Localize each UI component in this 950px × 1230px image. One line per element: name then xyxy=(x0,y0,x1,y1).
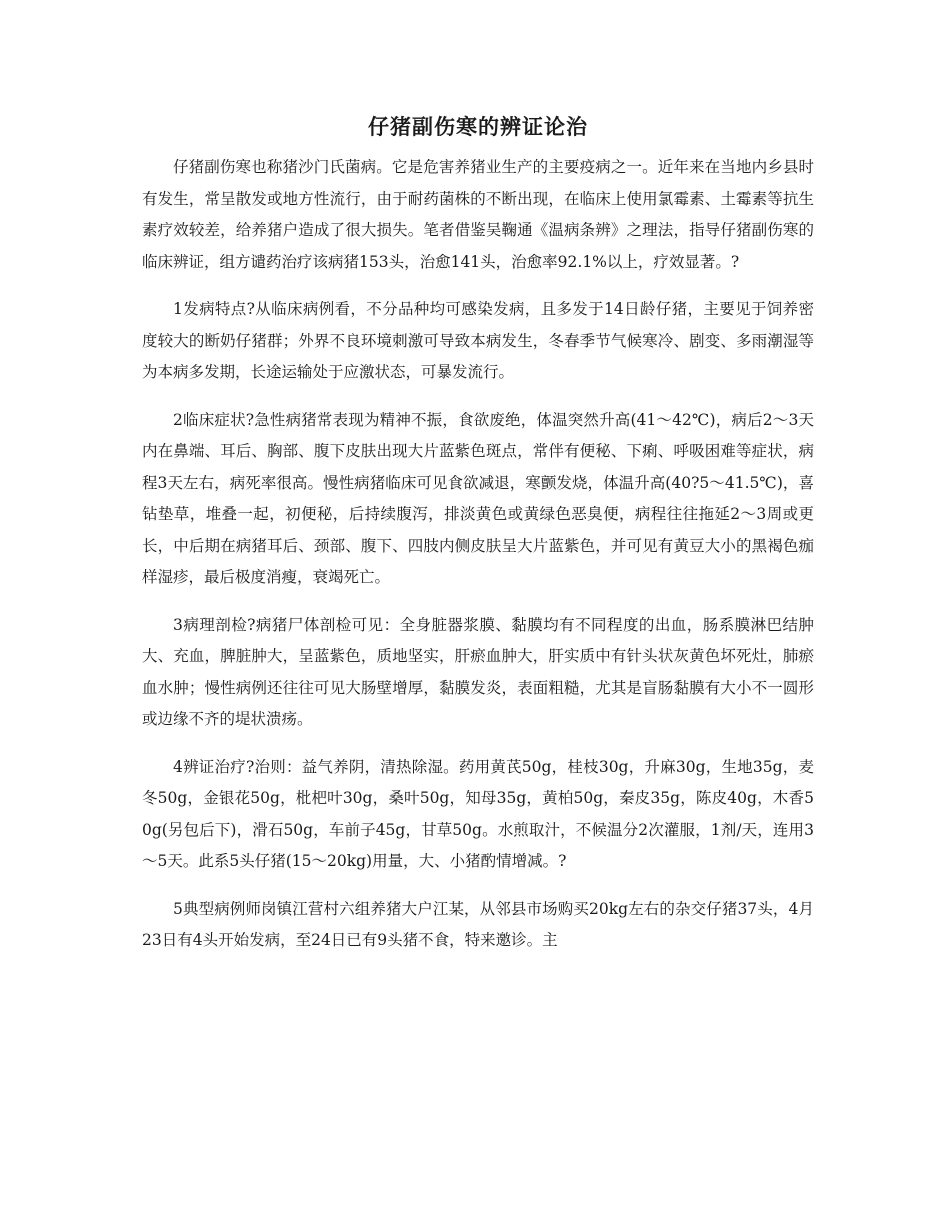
paragraph-clinical-symptoms: 2临床症状?急性病猪常表现为精神不振，食欲废绝，体温突然升高(41～42℃)，病后2～3天内在鼻端、耳后、胸部、腹下皮肤出现大片蓝紫色斑点，常伴有便秘、下痢、呼吸困难等症状，病程3天左右，病死率很高。慢性病猪临床可见食欲减退，寒颤发烧，体温升高(40?5～41.5℃)，喜钻垫草，堆叠一起，初便秘，后持续腹泻，排淡黄色或黄绿色恶臭便，病程往往拖延2～3周或更长，中后期在病猪耳后、颈部、腹下、四肢内侧皮肤呈大片蓝紫色，并可见有黄豆大小的黑褐色痂样湿疹，最后极度消瘦，衰竭死亡。 xyxy=(142,410,814,586)
paragraph-intro: 仔猪副伤寒也称猪沙门氏菌病。它是危害养猪业生产的主要疫病之一。近年来在当地内乡县时有发生，常呈散发或地方性流行，由于耐药菌株的不断出现，在临床上使用氯霉素、土霉素等抗生素疗效较差，给养猪户造成了很大损失。笔者借鉴吴鞠通《温病条辨》之理法，指导仔猪副伤寒的临床辨证，组方谴药治疗该病猪153头，治愈141头，治愈率92.1%以上，疗效显著。? xyxy=(142,158,814,271)
document-page xyxy=(142,112,814,973)
paragraph-onset-features: 1发病特点?从临床病例看，不分品种均可感染发病，且多发于14日龄仔猪，主要见于饲养密度较大的断奶仔猪群；外界不良环境刺激可导致本病发生，冬春季节气候寒冷、剧变、多雨潮湿等为本病多发期，长途运输处于应激状态，可暴发流行。 xyxy=(142,300,814,381)
paragraph-pathology: 3病理剖检?病猪尸体剖检可见：全身脏器浆膜、黏膜均有不同程度的出血，肠系膜淋巴结肿大、充血，脾脏肿大，呈蓝紫色，质地坚实，肝瘀血肿大，肝实质中有针头状灰黄色坏死灶，肺瘀血水肿；慢性病例还往往可见大肠壁增厚，黏膜发炎，表面粗糙，尤其是盲肠黏膜有大小不一圆形或边缘不齐的堤状溃疡。 xyxy=(142,615,814,728)
document-title: 仔猪副伤寒的辨证论治 xyxy=(368,115,588,139)
paragraph-treatment: 4辨证治疗?治则：益气养阴，清热除湿。药用黄芪50g，桂枝30g，升麻30g，生地35g，麦冬50g，金银花50g，枇杷叶30g，桑叶50g，知母35g，黄柏50g，秦皮35g，陈皮40g，木香50g(另包后下)，滑石50g，车前子45g，甘草50g。水煎取汁，不候温分2次灌服，1剂/天，连用3～5天。此系5头仔猪(15～20kg)用量，大、小猪酌情增减。? xyxy=(142,757,814,870)
paragraph-case-example: 5典型病例师岗镇江营村六组养猪大户江某，从邻县市场购买20kg左右的杂交仔猪37头，4月23日有4头开始发病，至24日已有9头猪不食，特来邀诊。主 xyxy=(142,899,814,949)
